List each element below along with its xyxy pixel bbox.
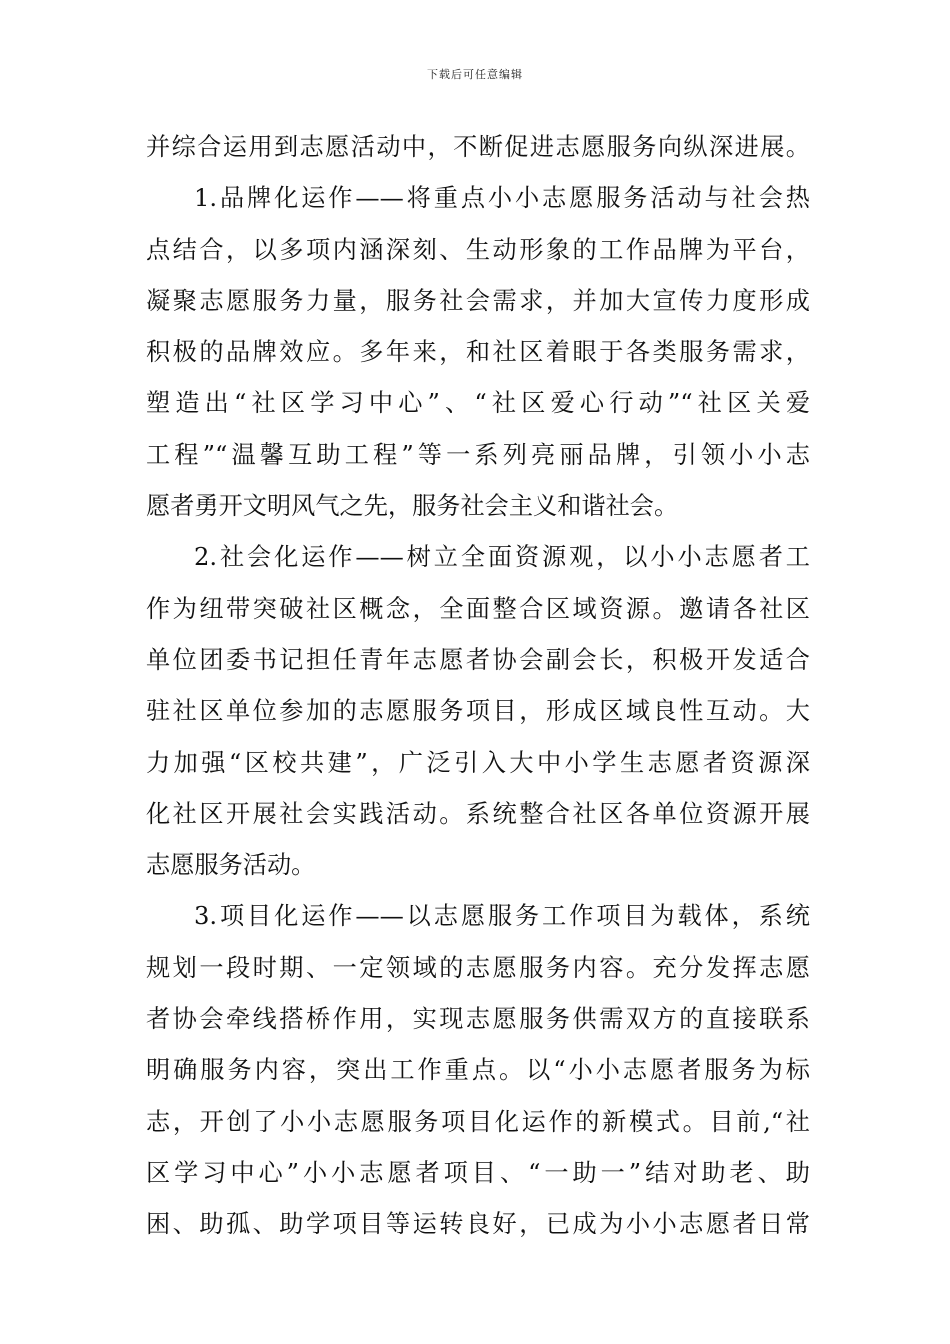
text-line: 工程”“温馨互助工程”等一系列亮丽品牌，引领小小志 [146, 440, 810, 469]
text-line: 作为纽带突破社区概念，全面整合区域资源。邀请各社区 [146, 594, 810, 623]
text-line: 力加强“区校共建”，广泛引入大中小学生志愿者资源深 [146, 748, 810, 777]
text-line: 凝聚志愿服务力量，服务社会需求，并加大宣传力度形成 [146, 286, 810, 315]
text-line: 志愿服务活动。 [146, 851, 316, 880]
text-line: 驻社区单位参加的志愿服务项目，形成区域良性互动。大 [146, 697, 810, 726]
text-line: 困、助孤、助学项目等运转良好，已成为小小志愿者日常 [146, 1210, 810, 1239]
text-line: 志，开创了小小志愿服务项目化运作的新模式。目前,“社 [146, 1107, 810, 1136]
text-line: 化社区开展社会实践活动。系统整合社区各单位资源开展 [146, 799, 810, 828]
text-line: 塑造出“社区学习中心”、“社区爱心行动”“社区关爱 [146, 389, 810, 418]
text-line: 规划一段时期、一定领域的志愿服务内容。充分发挥志愿 [146, 953, 810, 982]
text-line: 积极的品牌效应。多年来，和社区着眼于各类服务需求， [146, 338, 810, 367]
page-header: 下载后可任意编辑 [427, 68, 523, 81]
paragraph-3-heading-line: 3.项目化运作——以志愿服务工作项目为载体，系统 [194, 902, 810, 931]
text-line: 点结合，以多项内涵深刻、生动形象的工作品牌为平台， [146, 235, 810, 264]
text-line: 区学习中心”小小志愿者项目、“一助一”结对助老、助 [146, 1158, 810, 1187]
text-line: 并综合运用到志愿活动中，不断促进志愿服务向纵深进展。 [146, 133, 810, 161]
document-body [146, 122, 810, 1251]
paragraph-1-heading-line: 1.品牌化运作——将重点小小志愿服务活动与社会热 [194, 184, 810, 213]
text-line: 单位团委书记担任青年志愿者协会副会长，积极开发适合 [146, 645, 810, 674]
text-line: 明确服务内容，突出工作重点。以“小小志愿者服务为标 [146, 1056, 810, 1085]
text-line: 愿者勇开文明风气之先，服务社会主义和谐社会。 [146, 492, 679, 521]
paragraph-2-heading-line: 2.社会化运作——树立全面资源观，以小小志愿者工 [194, 543, 810, 572]
text-line: 者协会牵线搭桥作用，实现志愿服务供需双方的直接联系 [146, 1005, 810, 1034]
